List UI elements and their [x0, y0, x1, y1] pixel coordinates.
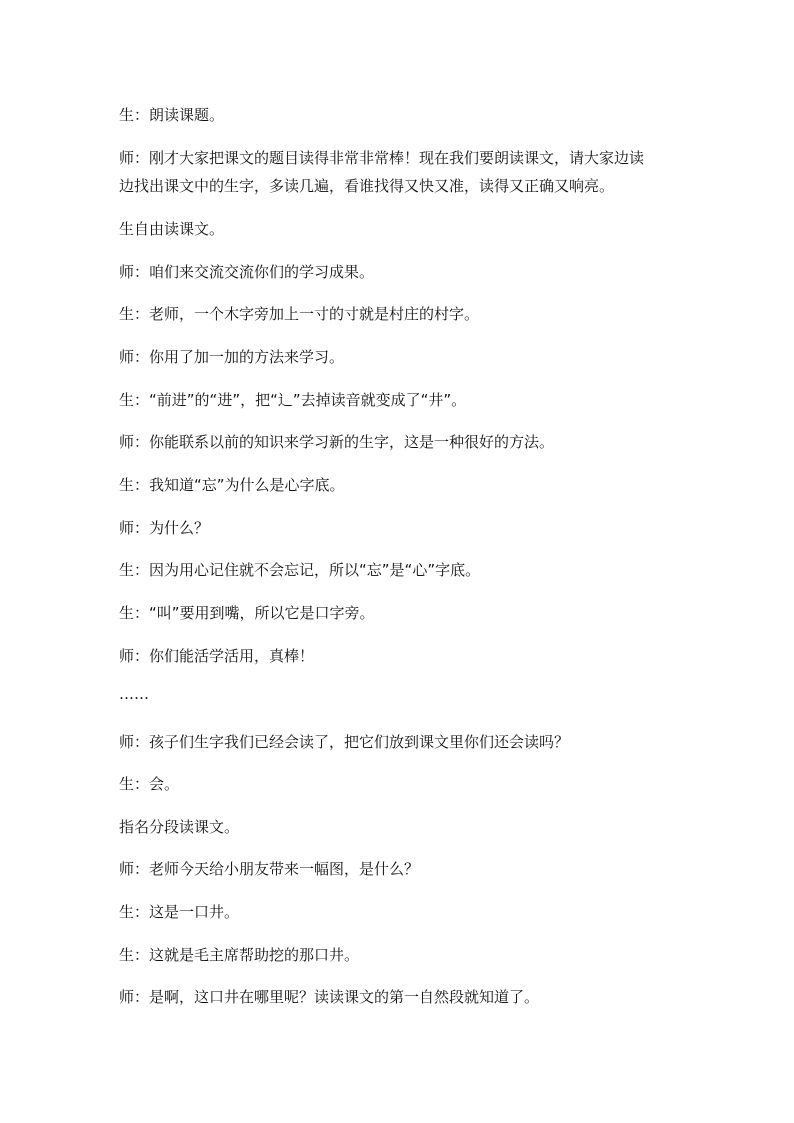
paragraph: 师：孩子们生字我们已经会读了，把它们放到课文里你们还会读吗？ [119, 733, 570, 751]
paragraph: 生：这就是毛主席帮助挖的那口井。 [119, 946, 360, 964]
paragraph: …… [119, 685, 149, 703]
paragraph: 生：这是一口井。 [119, 903, 240, 921]
paragraph: 生自由读课文。 [119, 220, 225, 238]
paragraph: 师：刚才大家把课文的题目读得非常非常棒！现在我们要朗读课文，请大家边读 [119, 149, 645, 167]
paragraph: 师：你能联系以前的知识来学习新的生字，这是一种很好的方法。 [119, 433, 555, 451]
paragraph: 生：老师，一个木字旁加上一寸的寸就是村庄的村字。 [119, 305, 480, 323]
paragraph: 师：是啊，这口井在哪里呢？读读课文的第一自然段就知道了。 [119, 988, 540, 1006]
paragraph: 生：“前进”的“进”，把“辶”去掉读音就变成了“井”。 [119, 391, 467, 409]
paragraph: 生：会。 [119, 775, 180, 793]
paragraph: 师：为什么？ [119, 519, 210, 537]
paragraph: 指名分段读课文。 [119, 818, 240, 836]
paragraph: 生：因为用心记住就不会忘记，所以“忘”是“心”字底。 [119, 561, 481, 579]
paragraph: 师：咱们来交流交流你们的学习成果。 [119, 263, 375, 281]
paragraph: 边找出课文中的生字，多读几遍，看谁找得又快又准，读得又正确又响亮。 [119, 177, 615, 195]
paragraph: 师：你用了加一加的方法来学习。 [119, 348, 345, 366]
paragraph: 师：老师今天给小朋友带来一幅图，是什么？ [119, 860, 420, 878]
paragraph: 生：朗读课题。 [119, 106, 225, 124]
paragraph: 生：我知道“忘”为什么是心字底。 [119, 476, 345, 494]
paragraph: 生：“叫”要用到嘴，所以它是口字旁。 [119, 604, 375, 622]
paragraph: 师：你们能活学活用，真棒！ [119, 647, 315, 665]
